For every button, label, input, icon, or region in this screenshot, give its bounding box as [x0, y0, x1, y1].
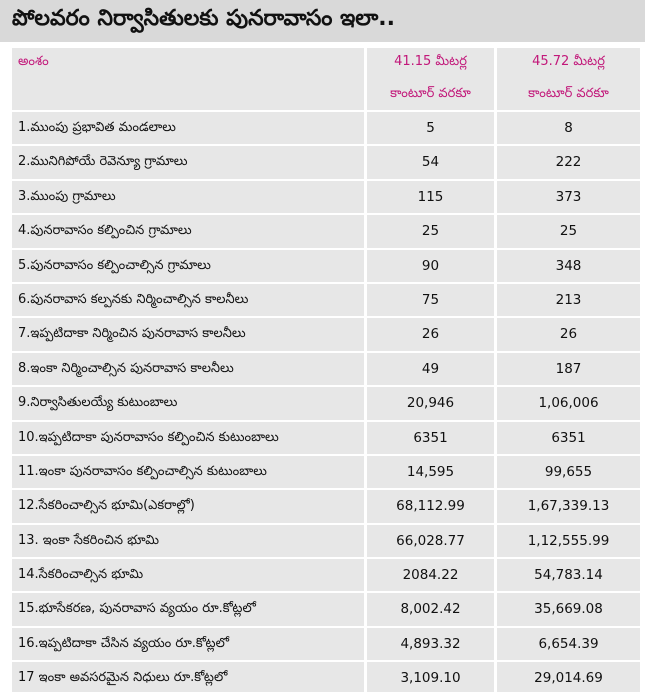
value-41-15-contour: 3,109.10 [400, 670, 461, 687]
header-item-label: అంశం [18, 54, 49, 69]
header-col2-line1: 45.72 మీటర్ల [532, 54, 605, 69]
value-45-72-contour: 35,669.08 [534, 601, 603, 618]
row-label: 4.పునరావాసం కల్పించిన గ్రామాలు [18, 223, 192, 239]
table-row [12, 250, 640, 284]
row-label: 17 ఇంకా అవసరమైన నిధులు రూ.కోట్లలో [18, 670, 228, 686]
value-41-15-contour: 75 [421, 291, 440, 308]
value-45-72-contour: 213 [555, 291, 582, 308]
value-41-15-contour: 25 [421, 223, 440, 240]
row-label: 1.ముంపు ప్రభావిత మండలాలు [18, 120, 176, 135]
value-41-15-contour: 54 [421, 154, 440, 171]
header-col-41-15 [367, 48, 494, 112]
value-45-72-contour: 6,654.39 [538, 635, 599, 652]
value-41-15-contour: 49 [421, 360, 440, 377]
row-label: 8.ఇంకా నిర్మించాల్సిన పునరావాస కాలనీలు [18, 360, 234, 376]
value-45-72-contour: 8 [564, 120, 573, 136]
row-label: 6.పునరావాస కల్పనకు నిర్మించాల్సిన కాలనీలు [18, 291, 249, 307]
value-45-72-contour: 6351 [551, 429, 586, 446]
value-41-15-contour: 5 [426, 120, 435, 136]
row-label: 14.సేకరించాల్సిన భూమి [18, 567, 144, 583]
value-45-72-contour: 222 [555, 154, 582, 171]
row-label: 15.భూసేకరణ, పునరావాస వ్యయం రూ.కోట్లలో [18, 601, 256, 617]
table-row [12, 318, 640, 352]
row-label: 7.ఇప్పటిదాకా నిర్మించిన పునరావాస కాలనీలు [18, 326, 246, 342]
table-row [12, 112, 640, 146]
value-45-72-contour: 26 [559, 326, 578, 343]
table-row [12, 215, 640, 249]
value-41-15-contour: 14,595 [406, 463, 455, 480]
page-title: పోలవరం నిర్వాసితులకు పునరావాసం ఇలా.. [0, 0, 645, 42]
value-41-15-contour: 66,028.77 [396, 532, 465, 549]
header-col1-line1: 41.15 మీటర్ల [394, 54, 467, 69]
table-row [12, 353, 640, 387]
value-41-15-contour: 20,946 [406, 395, 455, 412]
table-body [12, 112, 640, 697]
table-row [12, 525, 640, 559]
value-41-15-contour: 68,112.99 [396, 498, 465, 515]
table-row [12, 146, 640, 180]
table-row [12, 559, 640, 593]
header-col1-line2: కాంటూర్ వరకూ [390, 86, 471, 101]
table-row [12, 284, 640, 318]
value-45-72-contour: 187 [555, 360, 582, 377]
table-row [12, 422, 640, 456]
row-label: 2.మునిగిపోయే రెవెన్యూ గ్రామాలు [18, 154, 188, 170]
value-45-72-contour: 25 [559, 223, 578, 240]
row-label: 12.సేకరించాల్సిన భూమి(ఎకరాల్లో) [18, 498, 195, 514]
table-row [12, 490, 640, 524]
value-45-72-contour: 54,783.14 [534, 567, 603, 584]
table-row [12, 456, 640, 490]
row-label: 13. ఇంకా సేకరించిన భూమి [18, 532, 159, 548]
value-45-72-contour: 29,014.69 [534, 670, 603, 687]
value-45-72-contour: 1,12,555.99 [527, 532, 610, 549]
table-row [12, 387, 640, 421]
row-label: 10.ఇప్పటిదాకా పునరావాసం కల్పించిన కుటుంబాలు [18, 429, 279, 445]
value-41-15-contour: 8,002.42 [400, 601, 461, 618]
row-label: 11.ఇంకా పునరావాసం కల్పించాల్సిన కుటుంబాలు [18, 463, 267, 479]
row-label: 3.ముంపు గ్రామాలు [18, 188, 116, 204]
value-45-72-contour: 348 [555, 257, 582, 274]
value-45-72-contour: 373 [555, 188, 582, 205]
table-row [12, 593, 640, 627]
value-41-15-contour: 26 [421, 326, 440, 343]
rehabilitation-table [12, 48, 640, 692]
value-45-72-contour: 99,655 [544, 463, 593, 480]
value-45-72-contour: 1,67,339.13 [527, 498, 610, 515]
value-41-15-contour: 2084.22 [402, 567, 459, 584]
header-col2-line2: కాంటూర్ వరకూ [528, 86, 609, 101]
table-header [12, 48, 640, 112]
row-label: 9.నిర్వాసితులయ్యే కుటుంబాలు [18, 395, 178, 411]
value-41-15-contour: 115 [417, 188, 444, 205]
value-41-15-contour: 90 [421, 257, 440, 274]
header-col-45-72 [497, 48, 640, 112]
value-41-15-contour: 6351 [413, 429, 448, 446]
table-row [12, 628, 640, 662]
row-label: 5.పునరావాసం కల్పించాల్సిన గ్రామాలు [18, 257, 211, 273]
value-45-72-contour: 1,06,006 [538, 395, 599, 412]
table-row [12, 662, 640, 696]
row-label: 16.ఇప్పటిదాకా చేసిన వ్యయం రూ.కోట్లలో [18, 635, 229, 651]
table-row [12, 181, 640, 215]
value-41-15-contour: 4,893.32 [400, 635, 461, 652]
